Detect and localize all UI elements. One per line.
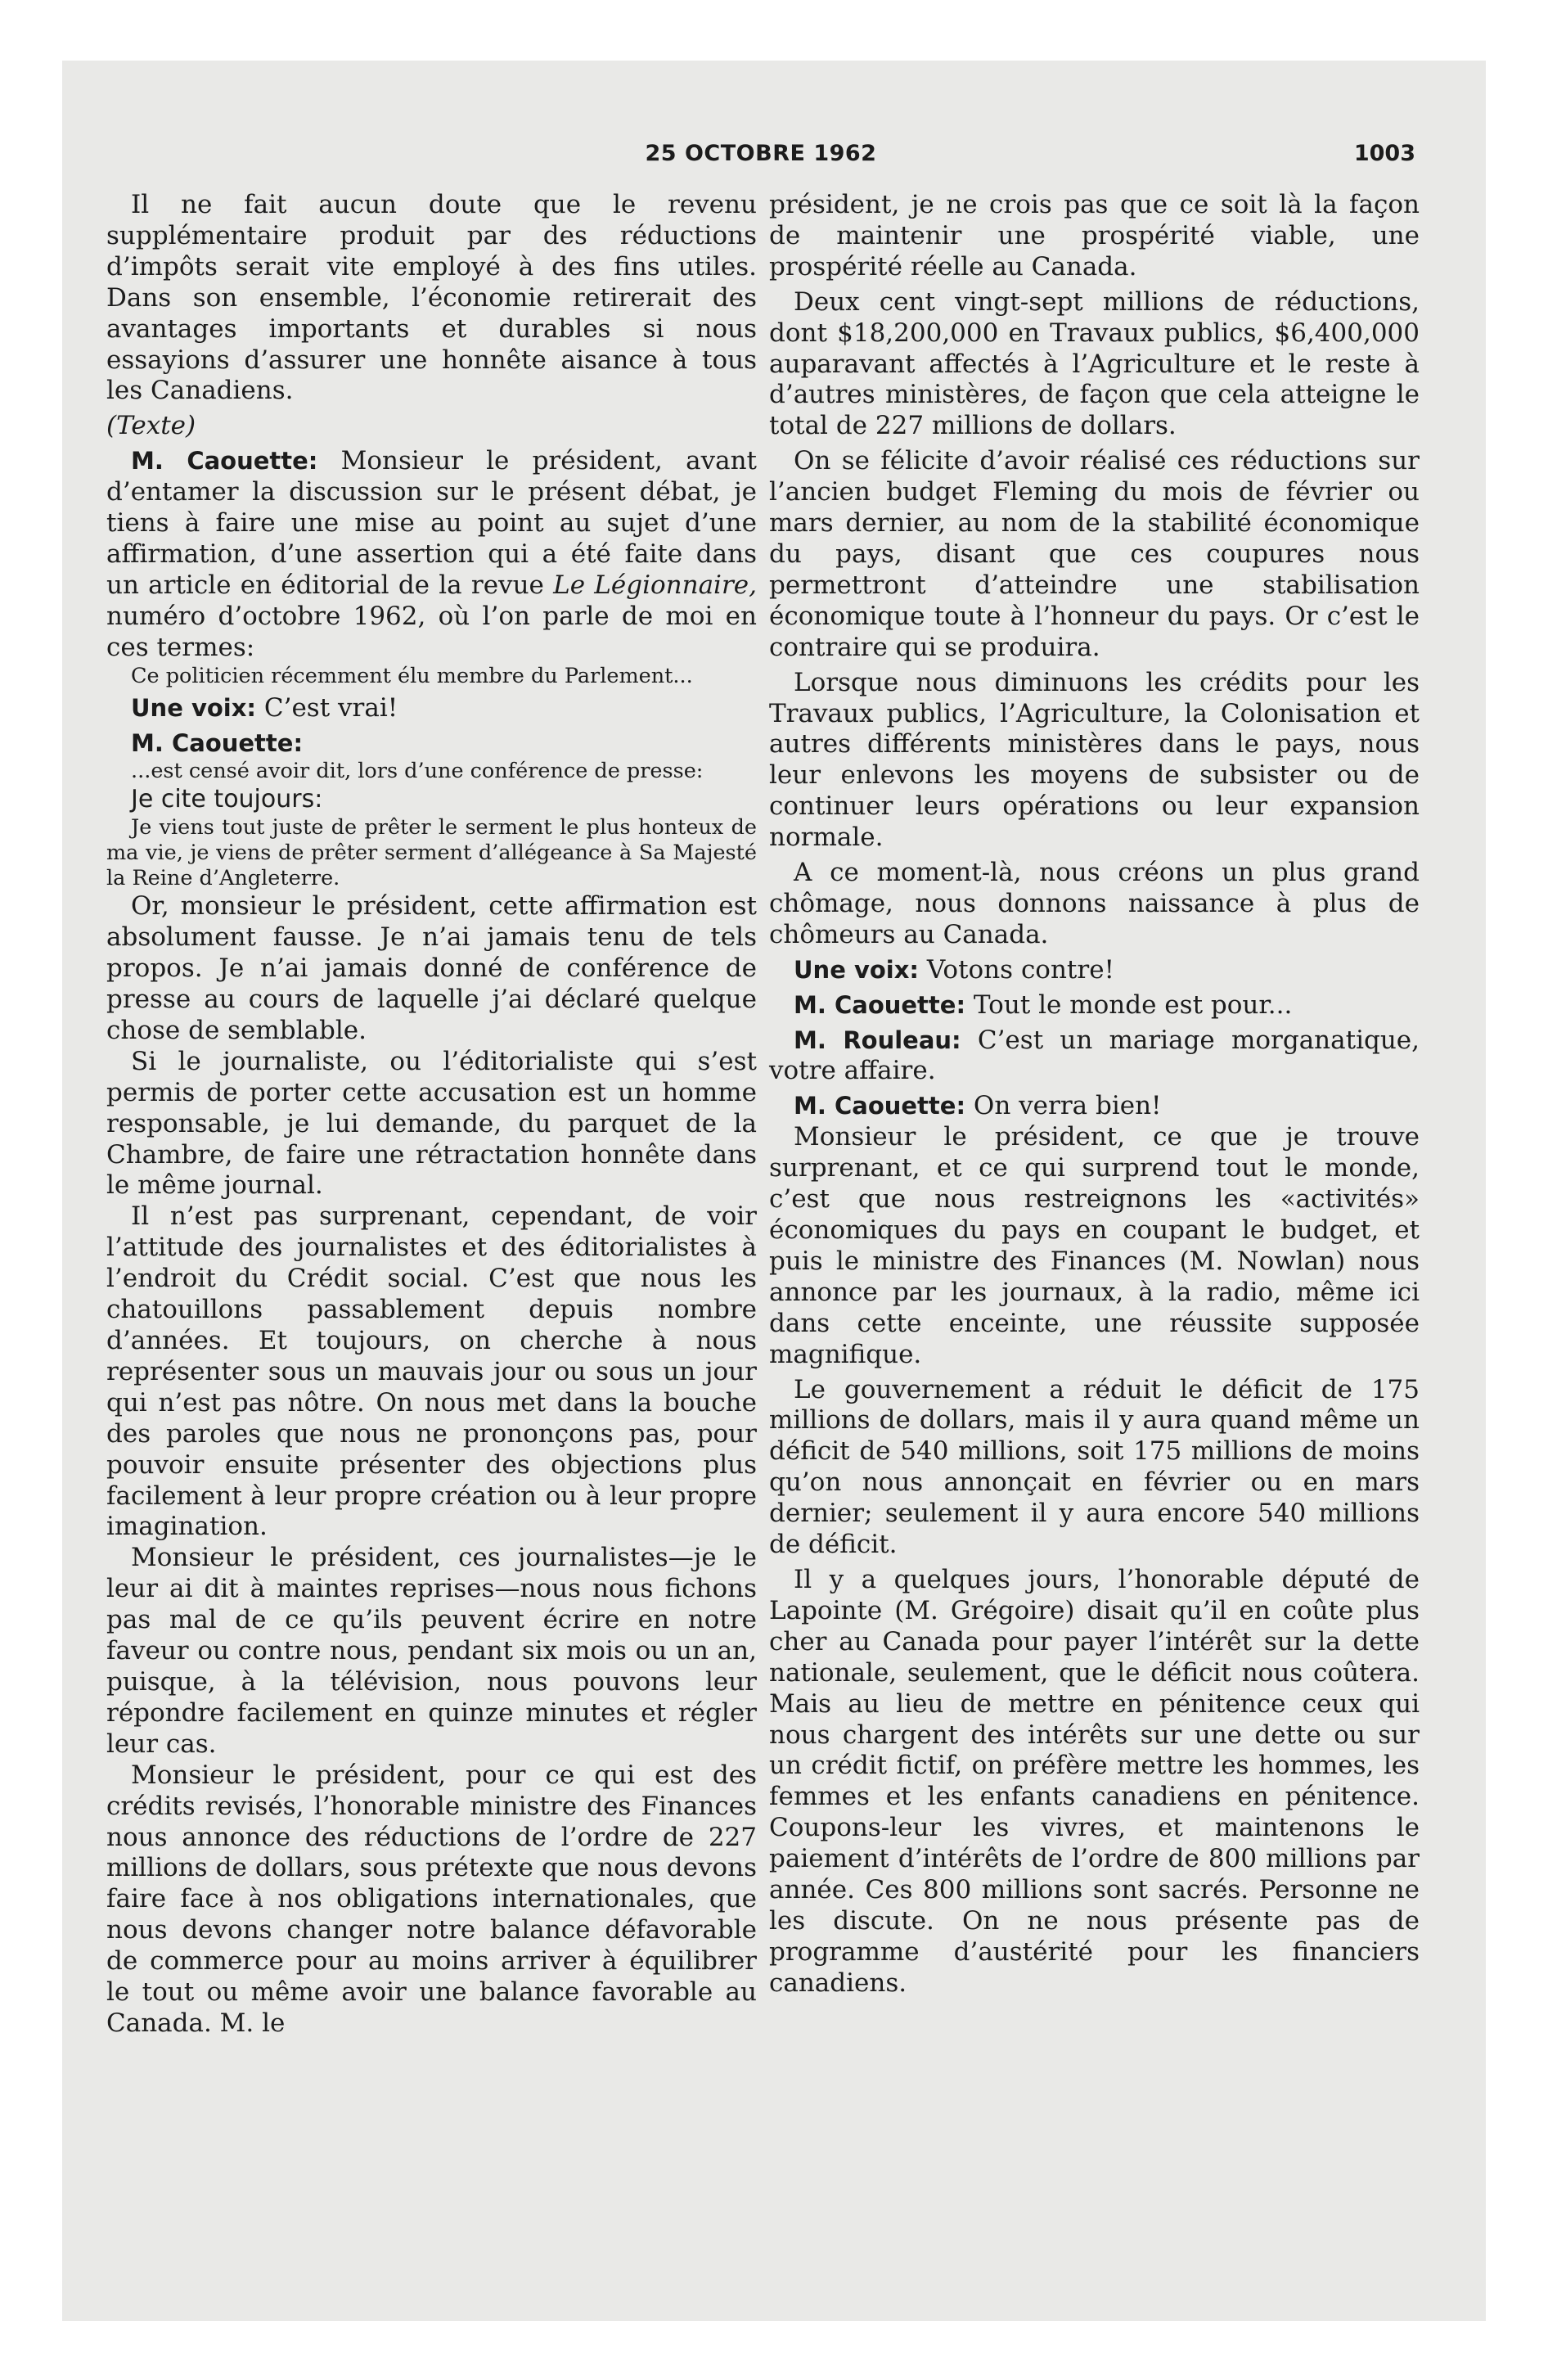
interjection: Une voix: C’est vrai! [131,692,398,723]
paragraph: Monsieur le président, pour ce qui est des crédits revisés, l’honorable ministre des Finances nous annonce des réductions de l’ordre de 227 millions de dollars, sous prétexte que nous devons faire face à nos obligations internationales, que nous devons changer notre balance défavorable de commerce pour au moins arriver à équilibrer le tout ou même avoir une balance favorable au Canada. M. le [106,1760,757,2038]
speaker-name: M. Rouleau: [794,1025,961,1054]
speaker-name: M. Caouette: [131,728,304,757]
interjection: M. Caouette: On verra bien! [794,1091,1162,1121]
paragraph: président, je ne crois pas que ce soit là la façon de maintenir une prospérité viable, une prospérité réelle au Canada. [769,190,1420,282]
paragraph: Lorsque nous diminuons les crédits pour les Travaux publics, l’Agriculture, la Colonisation et autres différents ministères dans le pays, nous leur enlevons les moyens de subsister ou de continuer leurs opérations ou leur expansion normale. [769,667,1420,853]
interjection: Une voix: Votons contre! [794,954,1115,985]
paragraph: Il ne fait aucun doute que le revenu supplémentaire produit par des réductions d’impôts serait vite employé à des fins utiles. Dans son ensemble, l’économie retirerait des avantages importants et durables si nous essayions d’assurer une honnête aisance à tous les Canadiens. [106,190,757,406]
cite-line: Je cite toujours: [131,785,323,814]
paragraph: Monsieur le président, ce que je trouve surprenant, et ce qui surprend tout le monde, c’est que nous restreignons les «activités» économiques du pays en coupant le budget, et puis le ministre des Finances (M. Nowlan) nous annonce par les journaux, à la radio, même ici dans cette enceinte, une réussite supposée magnifique. [769,1122,1420,1369]
interjection: M. Rouleau: C’est un mariage morganatique, votre affaire. [769,1025,1420,1086]
quotation: Ce politicien récemment élu membre du Parlement... [131,663,693,688]
header-date: 25 OCTOBRE 1962 [645,141,877,166]
texte-marker: (Texte) [106,411,196,441]
paragraph: Deux cent vingt-sept millions de réductions, dont $18,200,000 en Travaux publics, $6,400,000 auparavant affectés à l’Agriculture et le reste à d’autres ministères, de façon que cela atteigne le total de 227 millions de dollars. [769,286,1420,441]
paragraph: Le gouvernement a réduit le déficit de 175 millions de dollars, mais il y aura quand même un déficit de 540 millions, soit 175 millions de moins qu’on nous annonçait en février ou en mars dernier; seulement il y aura encore 540 millions de déficit. [769,1374,1420,1560]
speaker-name: M. Caouette: [794,1092,966,1120]
page-number: 1003 [1353,141,1415,166]
paragraph: On se félicite d’avoir réalisé ces réductions sur l’ancien budget Fleming du mois de février ou mars dernier, au nom de la stabilité économique du pays, disant que ces coupures nous permettront d’atteindre une stabilisation économique toute à l’honneur du pays. Or c’est le contraire qui se produira. [769,446,1420,662]
publication-title: Le Légionnaire, [553,570,757,600]
speaker-name: Une voix: [794,955,920,984]
quotation: Je viens tout juste de prêter le serment le plus honteux de ma vie, je viens de prêter serment d’allégeance à Sa Majesté la Reine d’Angleterre. [106,815,757,891]
paragraph: Si le journaliste, ou l’éditorialiste qui s’est permis de porter cette accusation est un homme responsable, je lui demande, du parquet de la Chambre, de faire une rétractation honnête dans le même journal. [106,1046,757,1201]
paragraph: Il n’est pas surprenant, cependant, de voir l’attitude des journalistes et des éditorialistes à l’endroit du Crédit social. C’est que nous les chatouillons passablement depuis nombre d’années. Et toujours, on cherche à nous représenter sous un mauvais jour ou sous un jour qui n’est pas nôtre. On nous met dans la bouche des paroles que nous ne prononçons pas, pour pouvoir ensuite présenter des objections plus facilement à leur propre création ou à leur propre imagination. [106,1201,757,1542]
paragraph: Monsieur le président, ces journalistes—je le leur ai dit à maintes reprises—nous nous fichons pas mal de ce qu’ils peuvent écrire en notre faveur ou contre nous, pendant six mois ou un an, puisque, à la télévision, nous pouvons leur répondre facilement en quinze minutes et régler leur cas. [106,1543,757,1759]
right-column [769,190,1420,1999]
interjection: M. Caouette: Tout le monde est pour... [794,989,1293,1020]
paragraph-caouette: M. Caouette: Monsieur le président, avant d’entamer la discussion sur le présent débat, je tiens à faire une mise au point au sujet d’une affirmation, d’une assertion qui a été faite dans un article en éditorial de la revue Le Légionnaire, numéro d’octobre 1962, où l’on parle de moi en ces termes: [106,446,757,662]
speaker-name: M. Caouette: [794,990,966,1019]
left-column [106,190,757,2040]
paragraph: A ce moment-là, nous créons un plus grand chômage, nous donnons naissance à plus de chômeurs au Canada. [769,858,1420,949]
speaker-name: M. Caouette: [131,447,318,476]
speaker-line [106,728,757,760]
paragraph: Or, monsieur le président, cette affirmation est absolument fausse. Je n’ai jamais tenu de tels propos. Je n’ai jamais donné de conférence de presse au cours de laquelle j’ai déclaré quelque chose de semblable. [106,891,757,1045]
page-header [106,141,1415,177]
quotation: ...est censé avoir dit, lors d’une conférence de presse: [131,759,704,784]
paragraph: Il y a quelques jours, l’honorable député de Lapointe (M. Grégoire) disait qu’il en coûte plus cher au Canada pour payer l’intérêt sur la dette nationale, seulement, que le déficit nous coûtera. Mais au lieu de mettre en pénitence ceux qui nous chargent des intérêts sur une dette ou sur un crédit fictif, on préfère mettre les hommes, les femmes et les enfants canadiens en pénitence. Coupons-leur les vivres, et maintenons le paiement d’intérêts de l’ordre de 800 millions par année. Ces 800 millions sont sacrés. Personne ne les discute. On ne nous présente pas de programme d’austérité pour les financiers canadiens. [769,1564,1420,1998]
speaker-name: Une voix: [131,693,257,722]
